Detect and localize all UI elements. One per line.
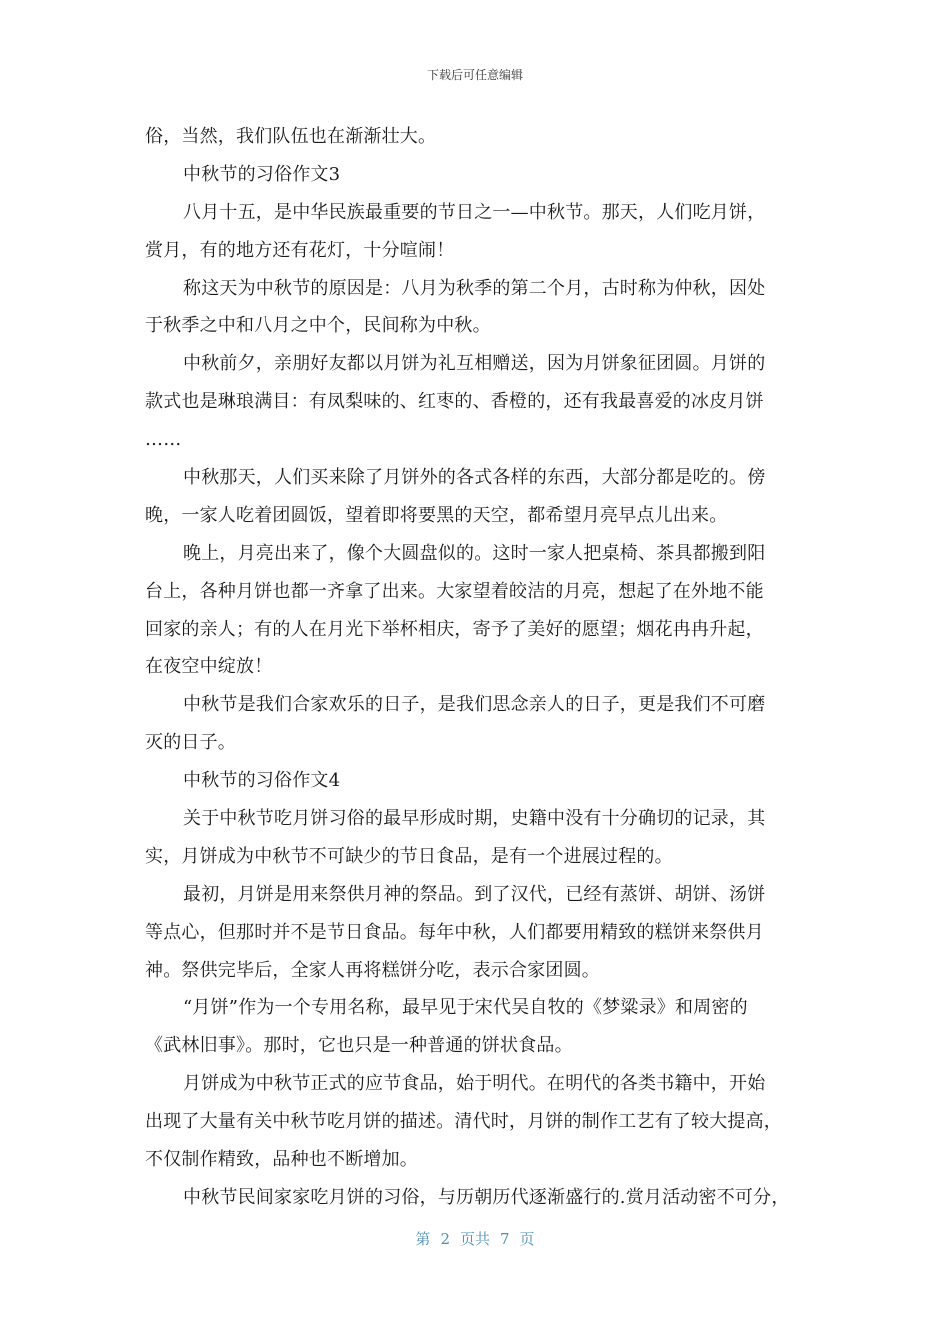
text-line: 实，月饼成为中秋节不可缺少的节日食品，是有一个进展过程的。 <box>145 845 673 867</box>
text-line: 中秋节是我们合家欢乐的日子，是我们思念亲人的日子，更是我们不可磨 <box>183 694 766 716</box>
text-line: 中秋节民间家家吃月饼的习俗，与历朝历代逐渐盛行的.赏月活动密不可分， <box>183 1186 790 1208</box>
text-line: 灭的日子。 <box>145 732 236 754</box>
text-line: 神。祭供完毕后，全家人再将糕饼分吃，表示合家团圆。 <box>145 959 600 981</box>
footer-total-pages: 7 <box>500 1230 510 1248</box>
text-line: 回家的亲人；有的人在月光下举杯相庆，寄予了美好的愿望；烟花冉冉升起， <box>145 618 764 640</box>
text-line: 称这天为中秋节的原因是：八月为秋季的第二个月，古时称为仲秋，因处 <box>183 277 766 299</box>
text-line: 晚，一家人吃着团圆饭，望着即将要黑的天空，都希望月亮早点儿出来。 <box>145 504 728 526</box>
footer-page-number: 2 <box>440 1230 450 1248</box>
document-body <box>145 118 815 1217</box>
text-line: 八月十五，是中华民族最重要的节日之一—中秋节。那天，人们吃月饼， <box>183 201 766 223</box>
text-line: 关于中秋节吃月饼习俗的最早形成时期，史籍中没有十分确切的记录，其 <box>183 808 766 830</box>
footer-suffix: 页 <box>519 1230 535 1248</box>
text-line: 最初，月饼是用来祭供月神的祭品。到了汉代，已经有蒸饼、胡饼、汤饼 <box>183 883 766 905</box>
text-line: 在夜空中绽放！ <box>145 656 273 678</box>
text-line: 中秋那天，人们买来除了月饼外的各式各样的东西，大部分都是吃的。傍 <box>183 467 766 489</box>
text-line: 赏月，有的地方还有花灯，十分喧闹！ <box>145 239 455 261</box>
text-line: 月饼成为中秋节正式的应节食品，始于明代。在明代的各类书籍中，开始 <box>183 1073 766 1095</box>
text-line: 台上，各种月饼也都一齐拿了出来。大家望着皎洁的月亮，想起了在外地不能 <box>145 580 764 602</box>
text-line: 中秋前夕，亲朋好友都以月饼为礼互相赠送，因为月饼象征团圆。月饼的 <box>183 353 766 375</box>
page-header: 下载后可任意编辑 <box>426 68 523 82</box>
text-line: 俗，当然，我们队伍也在渐渐壮大。 <box>145 126 437 147</box>
text-line: 不仅制作精致，品种也不断增加。 <box>145 1149 418 1171</box>
page-footer <box>0 1228 950 1249</box>
text-line: 于秋季之中和八月之中个，民间称为中秋。 <box>145 315 491 337</box>
text-line: 等点心，但那时并不是节日食品。每年中秋，人们都要用精致的糕饼来祭供月 <box>145 921 764 943</box>
text-line: …… <box>145 429 182 451</box>
text-line: 中秋节的习俗作文4 <box>183 770 341 792</box>
text-line: 《武林旧事》。那时，它也只是一种普通的饼状食品。 <box>145 1035 573 1057</box>
text-line: 中秋节的习俗作文3 <box>183 163 341 185</box>
footer-middle: 页共 <box>459 1230 490 1248</box>
text-line: “月饼”作为一个专用名称，最早见于宋代吴自牧的《梦粱录》和周密的 <box>183 997 748 1019</box>
text-line: 晚上，月亮出来了，像个大圆盘似的。这时一家人把桌椅、茶具都搬到阳 <box>183 542 766 564</box>
text-line: 出现了大量有关中秋节吃月饼的描述。清代时，月饼的制作工艺有了较大提高， <box>145 1111 782 1133</box>
text-line: 款式也是琳琅满目：有凤梨味的、红枣的、香橙的，还有我最喜爱的冰皮月饼 <box>145 391 764 413</box>
footer-prefix: 第 <box>415 1230 431 1248</box>
